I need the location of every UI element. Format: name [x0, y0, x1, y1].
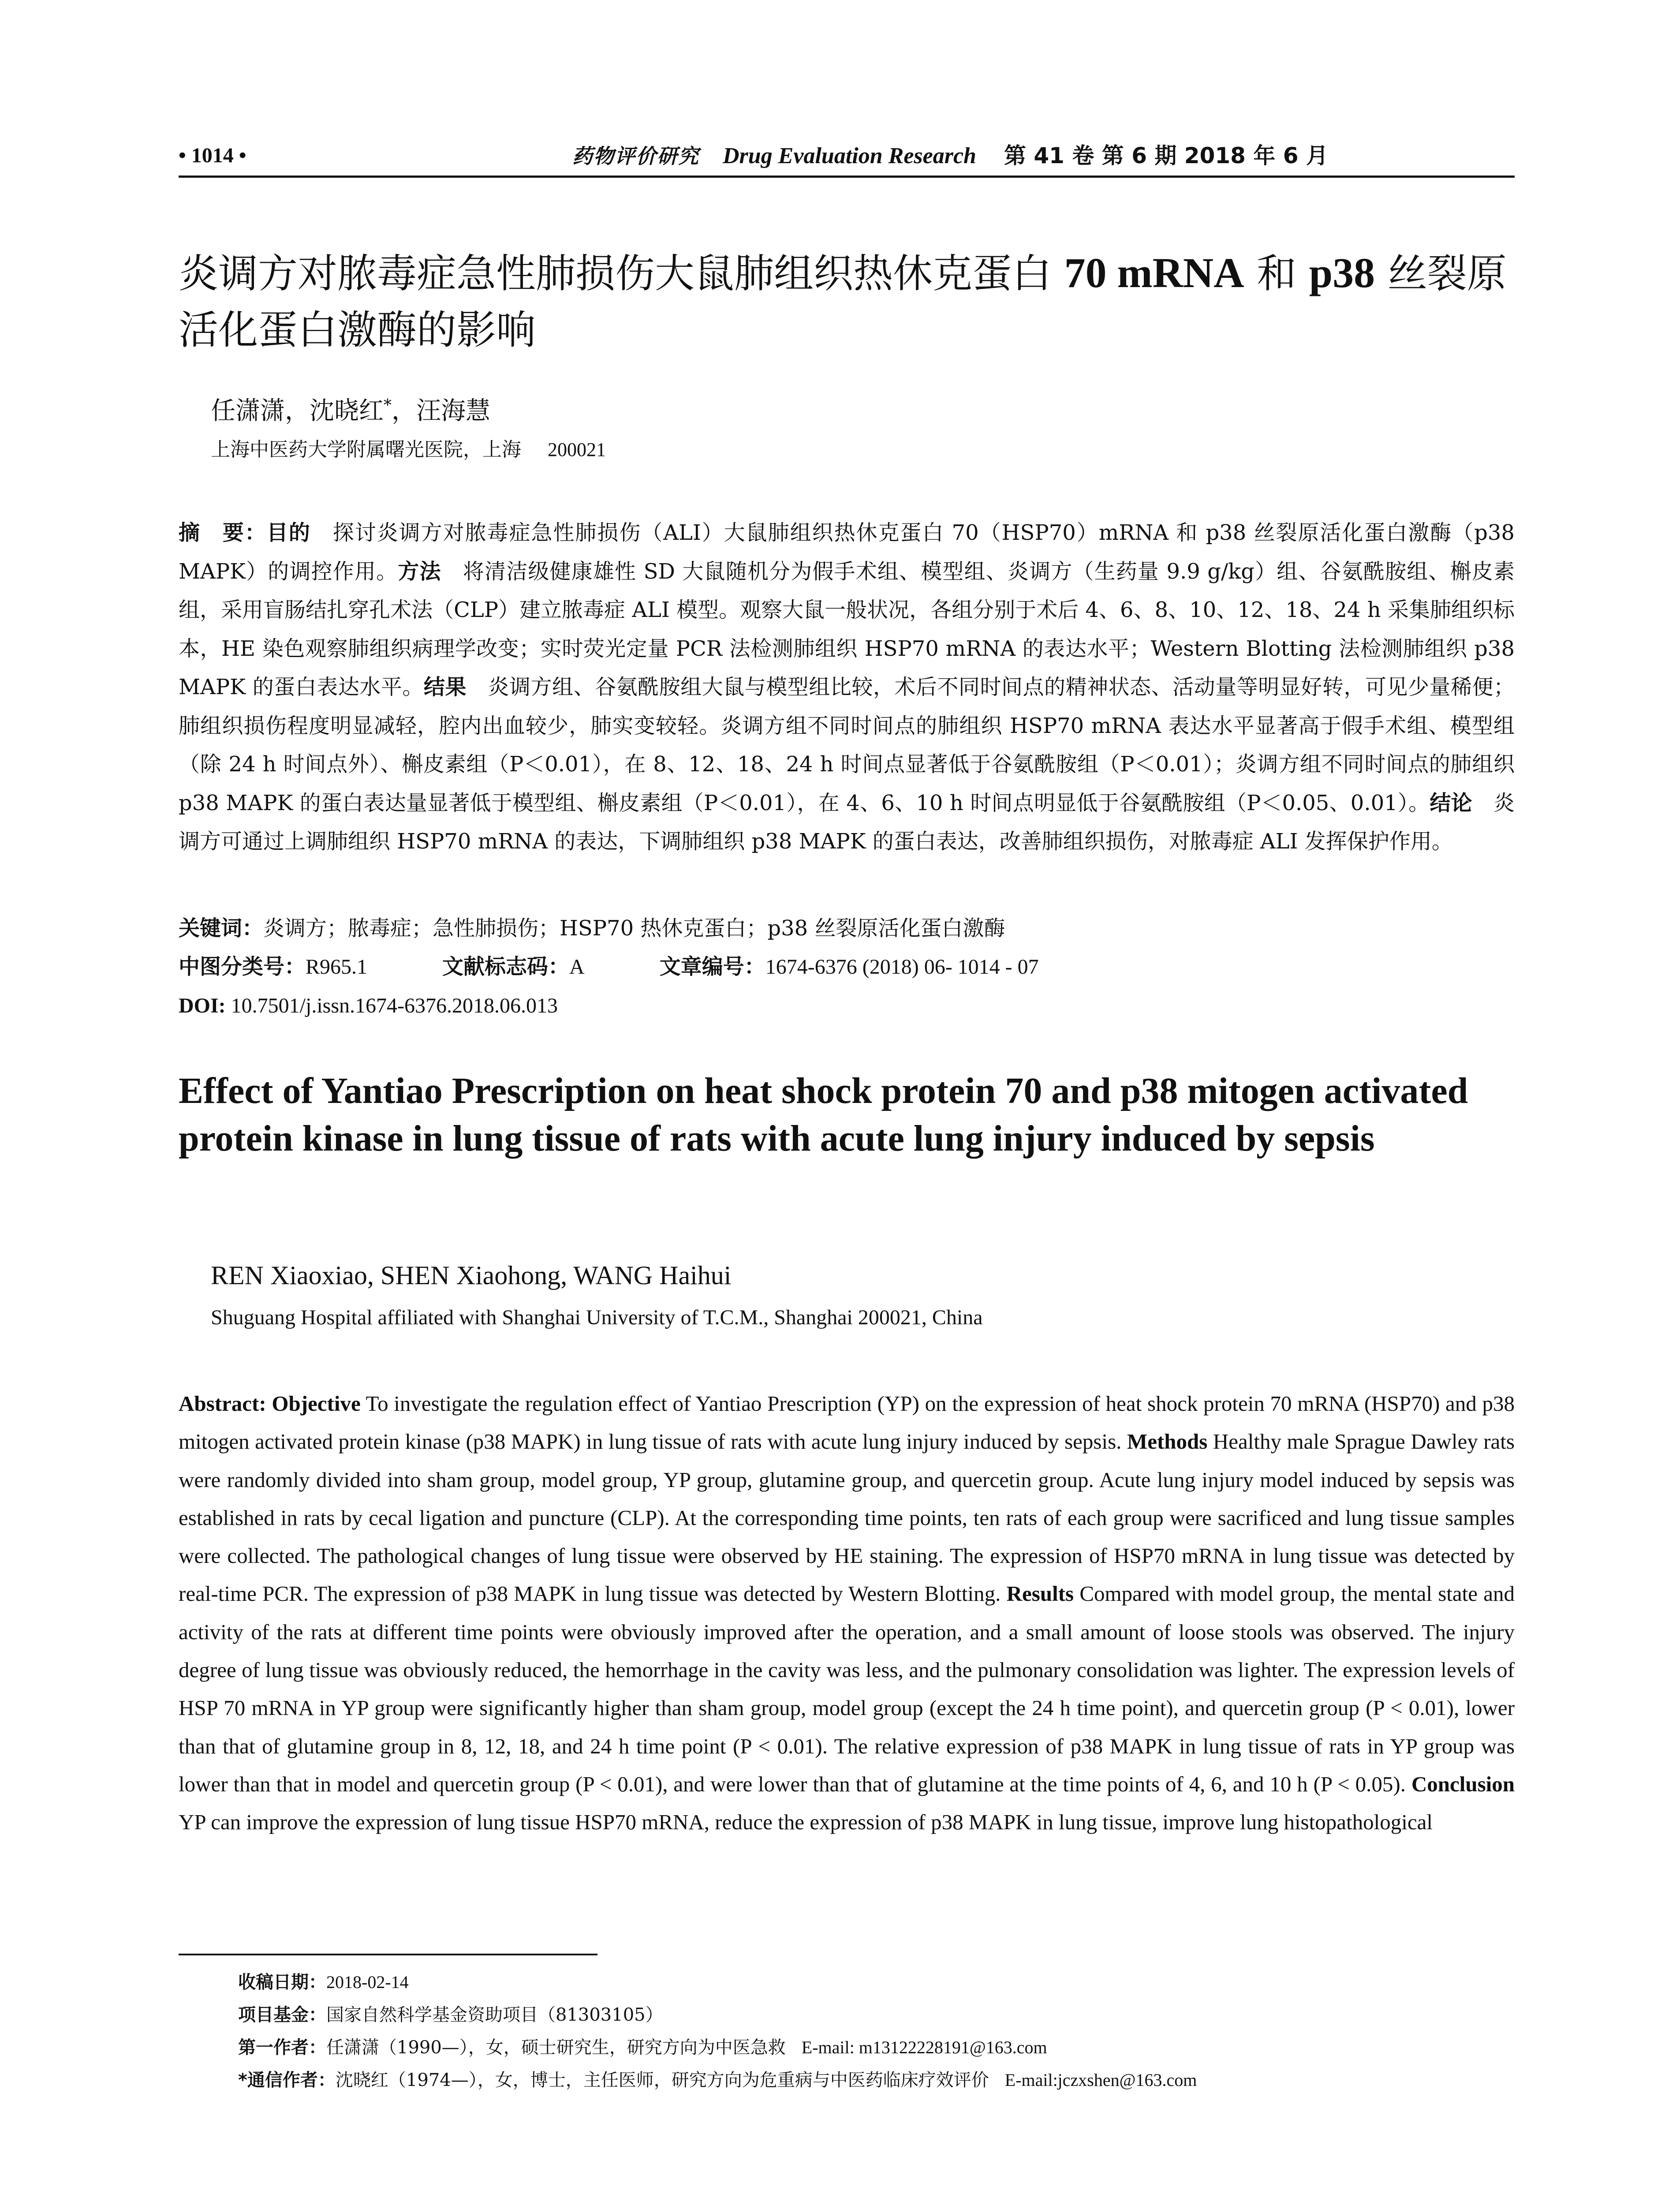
conclusion-label: 结论 — [1430, 790, 1472, 815]
doi-label: DOI: — [179, 994, 226, 1017]
clc-value: R965.1 — [306, 955, 368, 979]
title-text: 和 — [1244, 250, 1309, 297]
fund-label: 项目基金： — [238, 2005, 326, 2025]
title-text: 炎调方对脓毒症急性肺损伤大鼠肺组织热休克蛋白 — [179, 250, 1064, 297]
article-number-label: 文章编号： — [659, 954, 765, 979]
doc-code-label: 文献标志码： — [442, 954, 570, 979]
doi-line — [179, 987, 1515, 1025]
chinese-title — [179, 245, 1523, 359]
results-label: Results — [1006, 1581, 1074, 1606]
keywords — [179, 909, 1515, 948]
article-number-value: 1674-6376 (2018) 06- 1014 - 07 — [765, 955, 1039, 979]
page-number: • 1014 • — [179, 144, 246, 167]
footnote-fund — [238, 1999, 1517, 2031]
author-names: ，汪海慧 — [392, 396, 490, 426]
english-affiliation: Shuguang Hospital affiliated with Shanghai University of T.C.M., Shanghai 200021, China — [211, 1306, 983, 1329]
corresponding-email[interactable]: E-mail:jczxshen@163.com — [1004, 2070, 1197, 2090]
clc-label: 中图分类号： — [179, 954, 306, 979]
english-authors: REN Xiaoxiao, SHEN Xiaohong, WANG Haihui — [211, 1261, 732, 1290]
doi-value[interactable]: 10.7501/j.issn.1674-6376.2018.06.013 — [225, 994, 558, 1017]
footnote-received — [238, 1966, 1517, 1999]
volume-issue: 第 41 卷 第 6 期 2018 年 6 月 — [1004, 143, 1328, 168]
title-text: 70 mRNA — [1064, 249, 1244, 296]
header-rule — [179, 176, 1515, 178]
results-text: 炎调方组、谷氨酰胺组大鼠与模型组比较，术后不同时间点的精神状态、活动量等明显好转，可见少量稀便；肺组织损伤程度明显减轻，腔内出血较少，肺实变较轻。炎调方组不同时间点的肺组织 HSP70 mRNA 表达水平显著高于假手术组、模型组（除 24 h 时间点外）、槲皮素组（P＜0.01），在 8、12、18、24 h 时间点显著低于谷氨酰胺组（P＜0.01）；炎调方组不同时间点的肺组织 p38 MAPK 的蛋白表达量显著低于模型组、槲皮素组（P＜0.01），在 4、6、10 h 时间点明显低于谷氨酰胺组（P＜0.05、0.01）。 — [179, 675, 1515, 815]
corresponding-mark: * — [384, 396, 392, 415]
first-author-text: 任潇潇（1990—），女，硕士研究生，研究方向为中医急救 — [326, 2037, 786, 2058]
chinese-abstract — [179, 514, 1515, 861]
keywords-label: 关键词： — [179, 916, 264, 941]
methods-text: Healthy male Sprague Dawley rats were randomly divided into sham group, model group, YP group, glutamine group, and quercetin group. Acute lung injury model induced by sepsis was established in rats by cecal ligation and puncture (CLP). At the corresponding time points, ten rats of each group were sacrificed and lung tissue samples were collected. The pathological changes of lung tissue were observed by HE staining. The expression of HSP70 mRNA in lung tissue was detected by real-time PCR. The expression of p38 MAPK in lung tissue was detected by Western Blotting. — [179, 1429, 1515, 1606]
received-date: 2018-02-14 — [326, 1972, 409, 1992]
received-label: 收稿日期： — [238, 1972, 326, 1992]
results-text: Compared with model group, the mental state and activity of the rats at different time points were obviously improved after the operation, and a small amount of loose stools was observed. The injury degree of lung tissue was obviously reduced, the hemorrhage in the cavity was less, and the pulmonary consolidation was lighter. The expression levels of HSP 70 mRNA in YP group were significantly higher than sham group, model group (except the 24 h time point), and quercetin group (P < 0.01), lower than that of glutamine group in 8, 12, 18, and 24 h time point (P < 0.01). The relative expression of p38 MAPK in lung tissue of rats in YP group was lower than that in model and quercetin group (P < 0.01), and were lower than that of glutamine at the time points of 4, 6, and 10 h (P < 0.05). — [179, 1581, 1515, 1796]
abstract-label: 摘 要： — [179, 520, 267, 545]
keywords-text: 炎调方；脓毒症；急性肺损伤；HSP70 热休克蛋白；p38 丝裂原活化蛋白激酶 — [263, 916, 1005, 941]
journal-header-center — [443, 140, 1457, 172]
conclusion-text: YP can improve the expression of lung tissue HSP70 mRNA, reduce the expression of p38 MAPK in lung tissue, improve lung histopathological — [179, 1810, 1433, 1835]
footnote-rule — [179, 1954, 597, 1955]
title-text: 丝裂原活化蛋白激酶的影响 — [179, 250, 1507, 353]
running-header — [179, 140, 1515, 171]
corresponding-label: *通信作者： — [238, 2070, 336, 2090]
objective-text: To investigate the regulation effect of Yantiao Prescription (YP) on the expression of heat shock protein 70 mRNA (HSP70) and p38 mitogen activated protein kinase (p38 MAPK) in lung tissue of rats with acute lung injury induced by sepsis. — [179, 1391, 1515, 1454]
objective-text: 探讨炎调方对脓毒症急性肺损伤（ALI）大鼠肺组织热休克蛋白 70（HSP70）mRNA 和 p38 丝裂原活化蛋白激酶（p38 MAPK）的调控作用。 — [179, 520, 1515, 584]
methods-label: 方法 — [398, 559, 441, 584]
conclusion-label: Conclusion — [1411, 1771, 1515, 1796]
results-label: 结果 — [423, 675, 467, 699]
footnotes — [238, 1966, 1517, 2097]
postal-code: 200021 — [548, 439, 606, 460]
objective-label: 目的 — [266, 520, 311, 545]
first-author-email[interactable]: E-mail: m13122228191@163.com — [801, 2037, 1047, 2057]
corresponding-text: 沈晓红（1974—），女，博士，主任医师，研究方向为危重病与中医药临床疗效评价 — [335, 2070, 989, 2090]
english-title: Effect of Yantiao Prescription on heat shock protein 70 and p38 mitogen activated protein kinase in lung tissue of rats with acute lung injury induced by sepsis — [179, 1070, 1468, 1159]
conclusion-text: 炎调方可通过上调肺组织 HSP70 mRNA 的表达，下调肺组织 p38 MAPK 的蛋白表达，改善肺组织损伤，对脓毒症 ALI 发挥保护作用。 — [179, 790, 1515, 854]
journal-name: Drug Evaluation Research — [723, 143, 976, 168]
author-names: 任潇潇，沈晓红 — [211, 396, 384, 426]
fund-text: 国家自然科学基金资助项目（81303105） — [326, 2005, 663, 2025]
footnote-corresponding — [238, 2064, 1517, 2097]
footnote-first-author — [238, 2031, 1517, 2064]
chinese-authors — [211, 388, 490, 429]
doc-code-value: A — [569, 955, 585, 979]
title-text: p38 — [1309, 249, 1375, 296]
chinese-affiliation — [211, 434, 606, 465]
english-abstract — [179, 1385, 1515, 1842]
methods-label: Methods — [1127, 1429, 1208, 1454]
journal-logo: 药物评价研究 — [572, 144, 699, 168]
affiliation-text: 上海中医药大学附属曙光医院，上海 — [211, 438, 521, 461]
first-author-label: 第一作者： — [238, 2037, 326, 2058]
abstract-label: Abstract: Objective — [179, 1391, 361, 1416]
classification-line — [179, 948, 1515, 987]
methods-text: 将清洁级健康雄性 SD 大鼠随机分为假手术组、模型组、炎调方（生药量 9.9 g/kg）组、谷氨酰胺组、槲皮素组，采用盲肠结扎穿孔术法（CLP）建立脓毒症 ALI 模型。观察大鼠一般状况，各组分别于术后 4、6、8、10、12、18、24 h 采集肺组织标本，HE 染色观察肺组织病理学改变；实时荧光定量 PCR 法检测肺组织 HSP70 mRNA 的表达水平；Western Blotting 法检测肺组织 p38 MAPK 的蛋白表达水平。 — [179, 559, 1515, 699]
